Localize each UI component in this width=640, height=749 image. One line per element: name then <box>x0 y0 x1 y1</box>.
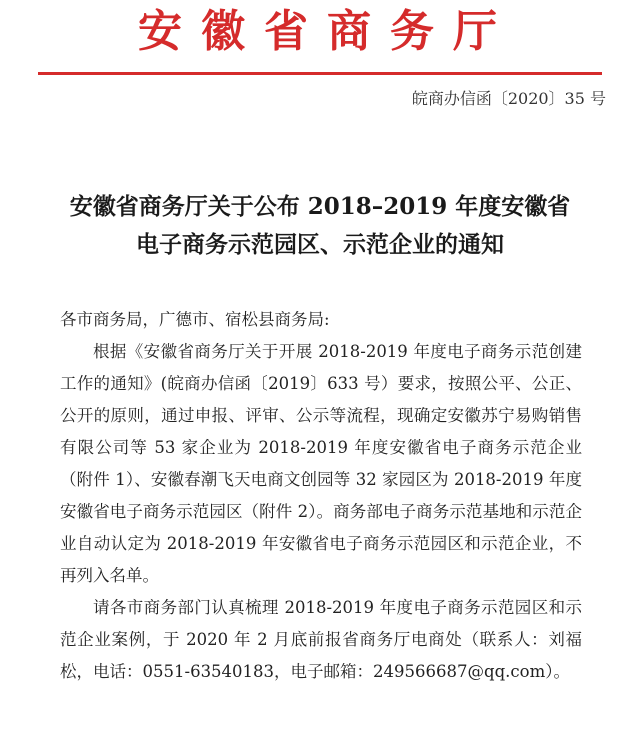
red-header-rule <box>38 72 602 75</box>
title-line-2: 电子商务示范园区、示范企业的通知 <box>136 231 504 258</box>
document-body <box>60 304 582 688</box>
salutation: 各市商务局，广德市、宿松县商务局: <box>60 310 330 329</box>
document-title <box>30 188 610 264</box>
body-paragraph-2: 请各市商务部门认真梳理 2018-2019 年度电子商务示范园区和示范企业案例，于 2020 年 2 月底前报省商务厅电商处（联系人：刘福松，电话：0551-63540183，电子邮箱：249566687@qq.com）。 <box>60 598 582 681</box>
title-line-1: 安徽省商务厅关于公布 2018–2019 年度安徽省 <box>69 193 571 220</box>
issuing-authority-header: 安徽省商务厅 <box>138 6 516 57</box>
document-number: 皖商办信函〔2020〕35 号 <box>411 89 606 108</box>
body-paragraph-1: 根据《安徽省商务厅关于开展 2018-2019 年度电子商务示范创建工作的通知》(皖商办信函〔2019〕633 号）要求，按照公平、公正、公开的原则，通过申报、评审、公示等流程，现确定安徽苏宁易购销售有限公司等 53 家企业为 2018-2019 年度安徽省电子商务示范企业（附件 1）、安徽春潮飞天电商文创园等 32 家园区为 2018-2019 年度安徽省电子商务示范园区（附件 2）。商务部电子商务示范基地和示范企业自动认定为 2018-2019 年安徽省电子商务示范园区和示范企业，不再列入名单。 <box>60 342 582 585</box>
